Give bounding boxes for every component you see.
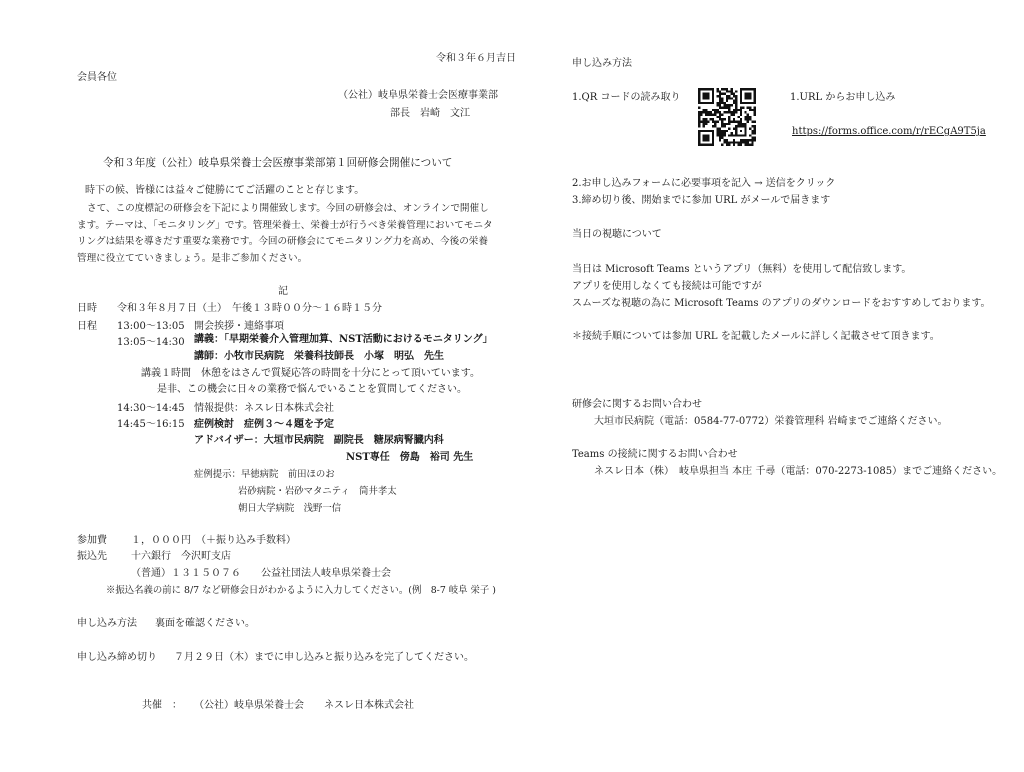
apply-label: 申し込み方法 <box>77 618 137 629</box>
session-4-case: 症例検討 症例３～４題を予定 <box>194 419 334 430</box>
step-3: 3.締め切り後、開始までに参加 URL がメールで届きます <box>572 195 831 206</box>
viewing-note: ＊接続手順については参加 URL を記載したメールに詳しく記載させて頂きます。 <box>572 331 940 342</box>
viewing-line-2: アプリを使用しなくても接続は可能ですが <box>572 281 762 292</box>
qr-label: 1.QR コードの読み取り <box>572 92 681 103</box>
cohost-value: （公社）岐阜県栄養士会 ネスレ日本株式会社 <box>194 700 414 711</box>
inquiry-title: 研修会に関するお問い合わせ <box>572 399 702 410</box>
sender-person: 部長 岩崎 文江 <box>390 108 470 119</box>
form-url-link[interactable]: https://forms.office.com/r/rECgA9T5ja <box>792 126 986 137</box>
session-4-adviser-2: NST専任 傍島 裕司 先生 <box>346 452 474 463</box>
datetime-label: 日時 <box>77 303 97 314</box>
account-info: （普通）１３１５０７６ 公益社団法人岐阜県栄養士会 <box>131 568 391 579</box>
apply-title: 申し込み方法 <box>572 58 632 69</box>
session-2-lecture: 講義：「早期栄養介入管理加算、NST活動におけるモニタリング」 <box>194 334 493 345</box>
deadline-value: ７月２９日（木）までに申し込みと振り込みを完了してください。 <box>174 652 474 663</box>
session-2-note-2: 是非、この機会に日々の業務で悩んでいることを質問してください。 <box>157 384 467 395</box>
bank-label: 振込先 <box>77 551 107 562</box>
session-4-presenter-3: 朝日大学病院 浅野一信 <box>238 503 342 514</box>
viewing-title: 当日の視聴について <box>572 229 662 240</box>
session-1-text: 開会挨拶・連絡事項 <box>194 321 284 332</box>
fee-value: １，０００円 （＋振り込み手数料） <box>131 535 296 546</box>
sender-org: （公社）岐阜県栄養士会医療事業部 <box>338 90 498 101</box>
bank-value: 十六銀行 今沢町支店 <box>131 551 231 562</box>
ki-heading: 記 <box>278 286 288 297</box>
viewing-line-1: 当日は Microsoft Teams というアプリ（無料）を使用して配信致します。 <box>572 264 912 275</box>
session-2-note-1: 講義１時間 休憩をはさんで質疑応答の時間を十分にとって頂いています。 <box>141 368 480 379</box>
apply-value: 裏面を確認ください。 <box>155 618 255 629</box>
session-2-time: 13:05～14:30 <box>117 337 185 348</box>
schedule-label: 日程 <box>77 321 97 332</box>
page-title: 令和３年度（公社）岐阜県栄養士会医療事業部第１回研修会開催について <box>103 157 453 169</box>
session-2-lecturer: 講師：小牧市民病院 栄養科技師長 小塚 明弘 先生 <box>194 351 444 362</box>
session-4-presenter-1: 症例提示：早徳病院 前田ほのお <box>194 469 335 480</box>
body-paragraph: さて、この度標記の研修会を下記により開催致します。今回の研修会は、オンラインで開催します。テーマは、「モニタリング」です。管理栄養士、栄養士が行うべき栄養管理においてモニタリングは結果を導きだす重要な業務です。今回の研修会にてモニタリング力を高め、今後の栄養管理に役立てていきましょう。是非ご参加ください。 <box>77 203 493 264</box>
issue-date: 令和３年６月吉日 <box>436 53 516 64</box>
step-2: 2.お申し込みフォームに必要事項を記入 → 送信をクリック <box>572 178 836 189</box>
deadline-label: 申し込み締め切り <box>77 652 157 663</box>
teams-inquiry-body: ネスレ日本（株） 岐阜県担当 本庄 千尋（電話：070-2273-1085）までご連絡ください。 <box>594 466 1003 477</box>
teams-inquiry-title: Teams の接続に関するお問い合わせ <box>572 449 738 460</box>
cohost-label: 共催 ： <box>142 700 182 711</box>
datetime-value: 令和３年８月７日（土） 午後１３時００分～１６時１５分 <box>117 303 382 314</box>
qr-code-icon[interactable] <box>698 88 756 146</box>
session-1-time: 13:00～13:05 <box>117 321 185 332</box>
transfer-note: ※振込名義の前に 8/7 など研修会日がわかるように入力してください。(例 8-7 岐阜 栄子 ) <box>106 585 496 596</box>
session-4-adviser: アドバイザー：大垣市民病院 副院長 糖尿病腎臓内科 <box>194 435 444 446</box>
session-3-time: 14:30～14:45 <box>117 403 185 414</box>
addressee: 会員各位 <box>77 72 117 83</box>
greeting: 時下の候、皆様には益々ご健勝にてご活躍のことと存じます。 <box>85 185 365 196</box>
session-4-presenter-2: 岩砂病院・岩砂マタニティ 筒井孝太 <box>238 486 397 497</box>
session-4-time: 14:45～16:15 <box>117 419 185 430</box>
inquiry-body: 大垣市民病院（電話：0584-77-0772）栄養管理科 岩崎までご連絡ください。 <box>594 416 948 427</box>
session-3-text: 情報提供：ネスレ日本株式会社 <box>194 403 334 414</box>
url-label: 1.URL からお申し込み <box>790 92 896 103</box>
fee-label: 参加費 <box>77 535 107 546</box>
viewing-line-3: スムーズな視聴の為に Microsoft Teams のアプリのダウンロードをおすすめしております。 <box>572 298 991 309</box>
